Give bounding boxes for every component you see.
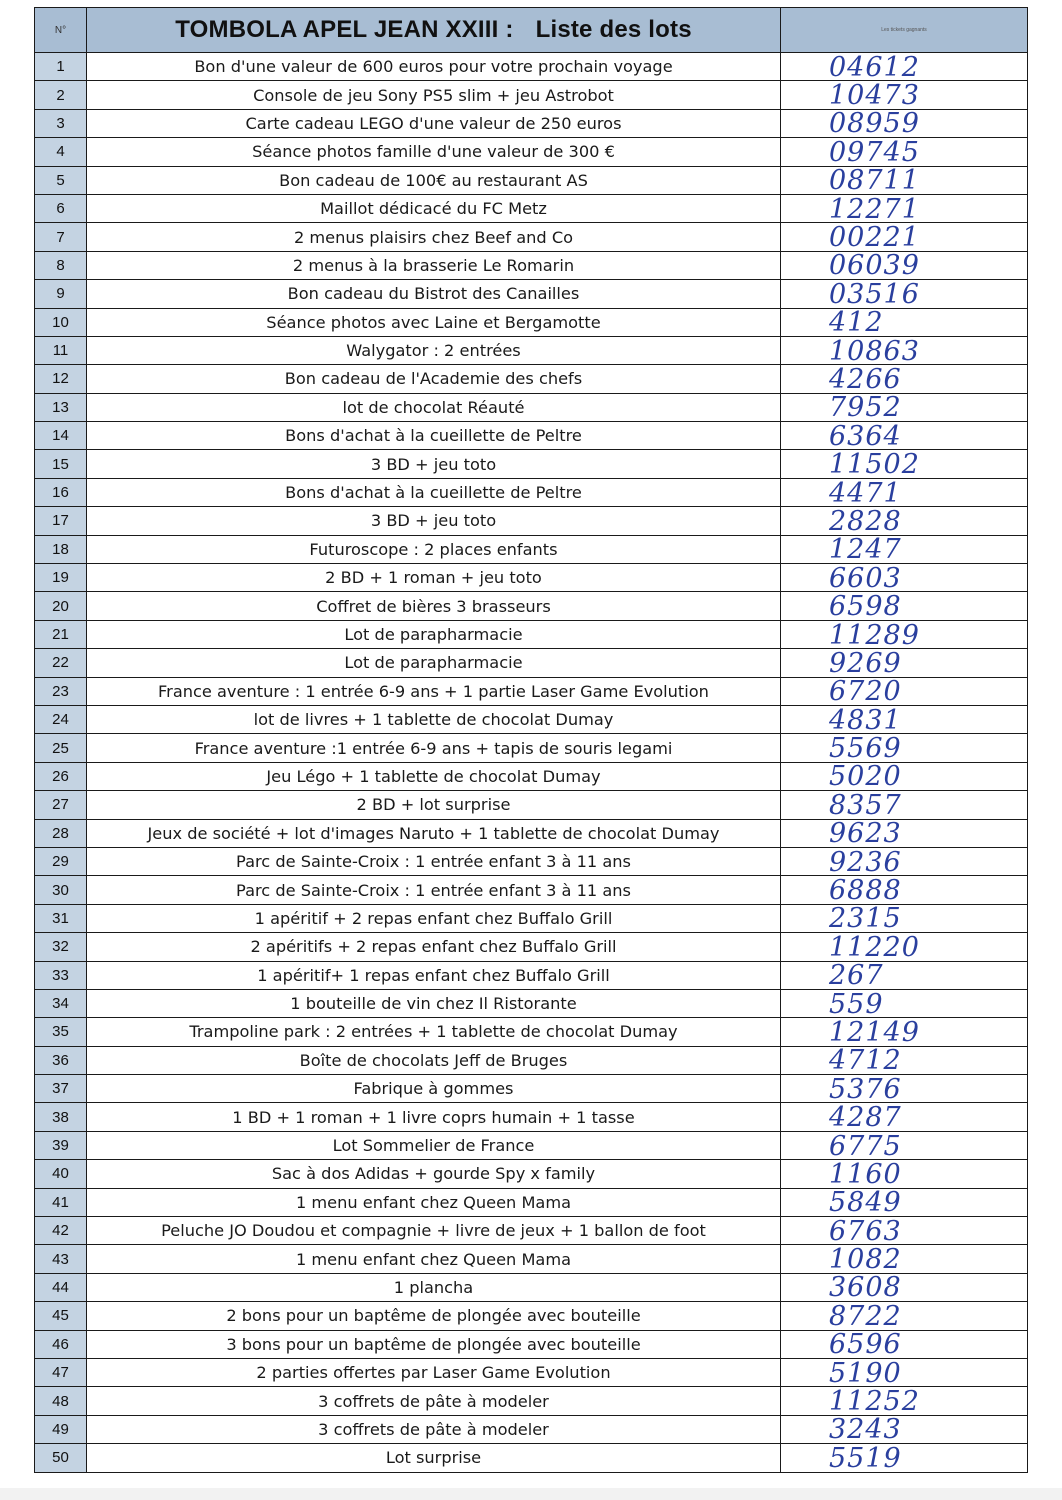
handwritten-ticket-number: 6775 [829, 1130, 902, 1162]
handwritten-ticket-number: 12149 [829, 1016, 920, 1048]
prize-description-cell: Bon d'une valeur de 600 euros pour votre prochain voyage [87, 53, 781, 81]
table-row [35, 791, 1028, 819]
prize-description-cell: 3 coffrets de pâte à modeler [87, 1387, 781, 1415]
handwritten-ticket-number: 11252 [829, 1386, 920, 1418]
table-row [35, 1075, 1028, 1103]
row-number-cell: 47 [35, 1358, 87, 1386]
prize-description-cell: 1 menu enfant chez Queen Mama [87, 1245, 781, 1273]
row-number-cell: 41 [35, 1188, 87, 1216]
handwritten-ticket-number: 1082 [829, 1244, 902, 1276]
prize-description-cell: Parc de Sainte-Croix : 1 entrée enfant 3 à 11 ans [87, 847, 781, 875]
table-row [35, 280, 1028, 308]
prize-description-cell: 1 plancha [87, 1273, 781, 1301]
prize-description-cell: 1 bouteille de vin chez Il Ristorante [87, 989, 781, 1017]
handwritten-ticket-number: 6603 [829, 562, 902, 594]
table-row [35, 478, 1028, 506]
page-title [87, 8, 781, 53]
handwritten-ticket-number: 6888 [829, 875, 902, 907]
row-number-cell: 13 [35, 393, 87, 421]
winning-ticket-cell [781, 761, 1028, 793]
title-text: TOMBOLA APEL JEAN XXIII : [175, 16, 514, 43]
table-row [35, 251, 1028, 279]
prize-description-cell: Coffret de bières 3 brasseurs [87, 592, 781, 620]
row-number-cell: 31 [35, 904, 87, 932]
prize-description-cell: 3 BD + jeu toto [87, 450, 781, 478]
winning-ticket-cell [781, 507, 1028, 535]
winning-ticket-cell [781, 1272, 1028, 1304]
winning-ticket-cell [781, 564, 1028, 592]
handwritten-ticket-number: 11502 [829, 449, 920, 481]
table-row [35, 819, 1028, 847]
table-row [35, 1245, 1028, 1273]
prize-description-cell: Bon cadeau du Bistrot des Canailles [87, 280, 781, 308]
winning-ticket-cell [781, 1018, 1028, 1046]
table-row [35, 876, 1028, 904]
prize-description-cell: Bons d'achat à la cueillette de Peltre [87, 478, 781, 506]
table-row [35, 564, 1028, 592]
row-number-cell: 16 [35, 478, 87, 506]
winning-ticket-cell [781, 591, 1028, 623]
winning-ticket-cell [781, 818, 1028, 850]
winning-ticket-cell [781, 1075, 1028, 1103]
table-row [35, 365, 1028, 393]
table-row [35, 507, 1028, 535]
row-number-cell: 32 [35, 933, 87, 961]
table-row [35, 961, 1028, 989]
handwritten-ticket-number: 5020 [829, 761, 902, 793]
table-row [35, 847, 1028, 875]
row-number-cell: 17 [35, 507, 87, 535]
prize-description-cell: Lot surprise [87, 1444, 781, 1472]
handwritten-ticket-number: 4831 [829, 704, 902, 736]
row-number-cell: 27 [35, 791, 87, 819]
winning-ticket-cell [781, 791, 1028, 819]
handwritten-ticket-number: 9236 [829, 846, 902, 878]
row-number-cell: 26 [35, 762, 87, 790]
handwritten-ticket-number: 5519 [829, 1442, 902, 1474]
prize-description-cell: Maillot dédicacé du FC Metz [87, 194, 781, 222]
prize-description-cell: Boîte de chocolats Jeff de Bruges [87, 1046, 781, 1074]
table-row [35, 1387, 1028, 1415]
row-number-cell: 25 [35, 734, 87, 762]
handwritten-ticket-number: 5376 [829, 1073, 902, 1105]
handwritten-ticket-number: 10863 [829, 335, 920, 367]
prize-description-cell: lot de chocolat Réauté [87, 393, 781, 421]
handwritten-ticket-number: 6763 [829, 1215, 902, 1247]
winning-ticket-cell [781, 307, 1028, 339]
prize-description-cell: France aventure : 1 entrée 6-9 ans + 1 partie Laser Game Evolution [87, 677, 781, 705]
prize-description-cell: Trampoline park : 2 entrées + 1 tablette de chocolat Dumay [87, 1018, 781, 1046]
winning-ticket-cell [781, 1414, 1028, 1446]
row-number-cell: 12 [35, 365, 87, 393]
winning-ticket-cell [781, 1130, 1028, 1162]
handwritten-ticket-number: 5849 [829, 1187, 902, 1219]
table-row [35, 649, 1028, 677]
prize-description-cell: 1 menu enfant chez Queen Mama [87, 1188, 781, 1216]
row-number-cell: 6 [35, 194, 87, 222]
winning-ticket-cell [781, 365, 1028, 393]
prize-rows [35, 53, 1028, 1473]
handwritten-ticket-number: 412 [829, 307, 884, 339]
handwritten-ticket-number: 11289 [829, 619, 920, 651]
winning-ticket-cell [781, 1329, 1028, 1361]
row-number-cell: 40 [35, 1160, 87, 1188]
winning-ticket-cell [781, 477, 1028, 509]
row-number-cell: 7 [35, 223, 87, 251]
winning-ticket-cell [781, 449, 1028, 481]
prize-description-cell: Lot de parapharmacie [87, 620, 781, 648]
table-row [35, 1415, 1028, 1443]
table-row [35, 109, 1028, 137]
table-row [35, 734, 1028, 762]
winning-ticket-cell [781, 335, 1028, 367]
handwritten-ticket-number: 559 [829, 988, 884, 1020]
winning-ticket-cell [781, 619, 1028, 651]
handwritten-ticket-number: 2315 [829, 903, 902, 935]
table-row [35, 1273, 1028, 1301]
handwritten-ticket-number: 6598 [829, 591, 902, 623]
prize-description-cell: 2 parties offertes par Laser Game Evolution [87, 1358, 781, 1386]
table-row [35, 989, 1028, 1017]
handwritten-ticket-number: 09745 [829, 136, 920, 168]
winning-ticket-cell [781, 1187, 1028, 1219]
prize-description-cell: lot de livres + 1 tablette de chocolat Dumay [87, 705, 781, 733]
header-row [35, 8, 1028, 53]
handwritten-ticket-number: 3608 [829, 1272, 902, 1304]
winning-ticket-cell [781, 649, 1028, 677]
row-number-cell: 8 [35, 251, 87, 279]
table-row [35, 904, 1028, 932]
table-row [35, 138, 1028, 166]
handwritten-ticket-number: 00221 [829, 222, 920, 254]
prize-description-cell: Lot de parapharmacie [87, 649, 781, 677]
row-number-cell: 3 [35, 109, 87, 137]
prize-description-cell: Fabrique à gommes [87, 1075, 781, 1103]
prize-description-cell: 1 apéritif+ 1 repas enfant chez Buffalo Grill [87, 961, 781, 989]
prize-description-cell: 2 BD + lot surprise [87, 791, 781, 819]
handwritten-ticket-number: 11220 [829, 931, 920, 963]
winning-ticket-cell [781, 1302, 1028, 1330]
number-column-header: N° [35, 8, 87, 53]
row-number-cell: 46 [35, 1330, 87, 1358]
handwritten-ticket-number: 4471 [829, 477, 902, 509]
winning-ticket-cell [781, 1444, 1028, 1472]
row-number-cell: 22 [35, 649, 87, 677]
prize-description-cell: Bons d'achat à la cueillette de Peltre [87, 422, 781, 450]
prize-description-cell: 3 coffrets de pâte à modeler [87, 1415, 781, 1443]
table-row [35, 1444, 1028, 1472]
table-row [35, 450, 1028, 478]
handwritten-ticket-number: 9623 [829, 818, 902, 850]
scan-edge [0, 1488, 1062, 1500]
row-number-cell: 37 [35, 1075, 87, 1103]
winning-ticket-cell [781, 988, 1028, 1020]
row-number-cell: 1 [35, 53, 87, 81]
winning-ticket-cell [781, 392, 1028, 424]
prize-description-cell: 1 apéritif + 2 repas enfant chez Buffalo Grill [87, 904, 781, 932]
prize-description-cell: 2 menus plaisirs chez Beef and Co [87, 223, 781, 251]
winning-ticket-cell [781, 422, 1028, 450]
row-number-cell: 49 [35, 1415, 87, 1443]
winning-ticket-cell [781, 165, 1028, 197]
table-row [35, 1131, 1028, 1159]
handwritten-ticket-number: 6720 [829, 676, 902, 708]
table-row [35, 81, 1028, 109]
row-number-cell: 24 [35, 705, 87, 733]
table-row [35, 223, 1028, 251]
row-number-cell: 36 [35, 1046, 87, 1074]
prize-description-cell: Carte cadeau LEGO d'une valeur de 250 euros [87, 109, 781, 137]
table-row [35, 1018, 1028, 1046]
winning-ticket-cell [781, 1160, 1028, 1188]
row-number-cell: 39 [35, 1131, 87, 1159]
winning-ticket-cell [781, 875, 1028, 907]
table-row [35, 1217, 1028, 1245]
handwritten-ticket-number: 4287 [829, 1102, 902, 1134]
row-number-cell: 9 [35, 280, 87, 308]
handwritten-ticket-number: 04612 [829, 51, 920, 83]
winning-ticket-cell [781, 1045, 1028, 1077]
handwritten-ticket-number: 6596 [829, 1329, 902, 1361]
table-row [35, 53, 1028, 81]
prize-description-cell: Parc de Sainte-Croix : 1 entrée enfant 3 à 11 ans [87, 876, 781, 904]
prize-description-cell: 1 BD + 1 roman + 1 livre coprs humain + 1 tasse [87, 1103, 781, 1131]
prize-description-cell: Lot Sommelier de France [87, 1131, 781, 1159]
winning-ticket-cell [781, 1217, 1028, 1245]
winning-ticket-cell [781, 733, 1028, 765]
table-row [35, 1188, 1028, 1216]
row-number-cell: 21 [35, 620, 87, 648]
handwritten-ticket-number: 5190 [829, 1357, 902, 1389]
row-number-cell: 42 [35, 1217, 87, 1245]
row-number-cell: 43 [35, 1245, 87, 1273]
winning-ticket-cell [781, 534, 1028, 566]
handwritten-ticket-number: 03516 [829, 278, 920, 310]
table-row [35, 1330, 1028, 1358]
handwritten-ticket-number: 6364 [829, 420, 902, 452]
table-row [35, 1160, 1028, 1188]
prize-description-cell: 2 apéritifs + 2 repas enfant chez Buffalo Grill [87, 933, 781, 961]
row-number-cell: 33 [35, 961, 87, 989]
winning-ticket-cell [781, 1102, 1028, 1134]
prize-description-cell: Sac à dos Adidas + gourde Spy x family [87, 1160, 781, 1188]
winning-ticket-cell [781, 138, 1028, 166]
winning-ticket-cell [781, 193, 1028, 225]
winning-ticket-cell [781, 676, 1028, 708]
handwritten-ticket-number: 267 [829, 960, 884, 992]
table-row [35, 1046, 1028, 1074]
handwritten-ticket-number: 10473 [829, 80, 920, 112]
table-row [35, 620, 1028, 648]
table-row [35, 592, 1028, 620]
handwritten-ticket-number: 8722 [829, 1300, 902, 1332]
table-row [35, 166, 1028, 194]
row-number-cell: 28 [35, 819, 87, 847]
table-row [35, 1358, 1028, 1386]
handwritten-ticket-number: 08711 [829, 165, 920, 197]
row-number-cell: 44 [35, 1273, 87, 1301]
row-number-cell: 48 [35, 1387, 87, 1415]
row-number-cell: 18 [35, 535, 87, 563]
table-row [35, 535, 1028, 563]
prize-description-cell: Walygator : 2 entrées [87, 336, 781, 364]
handwritten-ticket-number: 3243 [829, 1414, 902, 1446]
handwritten-ticket-number: 12271 [829, 193, 920, 225]
prize-description-cell: Séance photos avec Laine et Bergamotte [87, 308, 781, 336]
table-row [35, 677, 1028, 705]
row-number-cell: 20 [35, 592, 87, 620]
prize-description-cell: Bon cadeau de l'Academie des chefs [87, 365, 781, 393]
row-number-cell: 23 [35, 677, 87, 705]
winning-ticket-cell [781, 280, 1028, 308]
winning-ticket-cell [781, 250, 1028, 282]
row-number-cell: 34 [35, 989, 87, 1017]
handwritten-ticket-number: 7952 [829, 392, 902, 424]
row-number-cell: 30 [35, 876, 87, 904]
winners-column-header: Les tickets gagnants [781, 8, 1028, 53]
prize-description-cell: France aventure :1 entrée 6-9 ans + tapis de souris legami [87, 734, 781, 762]
row-number-cell: 10 [35, 308, 87, 336]
prize-description-cell: 3 bons pour un baptême de plongée avec bouteille [87, 1330, 781, 1358]
row-number-cell: 38 [35, 1103, 87, 1131]
handwritten-ticket-number: 9269 [829, 647, 902, 679]
handwritten-ticket-number: 5569 [829, 733, 902, 765]
subtitle-text: Liste des lots [535, 16, 692, 43]
winning-ticket-cell [781, 53, 1028, 81]
handwritten-ticket-number: 2828 [829, 505, 902, 537]
prize-description-cell: Séance photos famille d'une valeur de 300 € [87, 138, 781, 166]
winning-ticket-cell [781, 704, 1028, 736]
handwritten-ticket-number: 8357 [829, 789, 902, 821]
winning-ticket-cell [781, 108, 1028, 140]
winning-ticket-cell [781, 846, 1028, 878]
prize-description-cell: 2 bons pour un baptême de plongée avec bouteille [87, 1302, 781, 1330]
prize-description-cell: Jeux de société + lot d'images Naruto + 1 tablette de chocolat Dumay [87, 819, 781, 847]
table-row [35, 933, 1028, 961]
table-row [35, 762, 1028, 790]
row-number-cell: 5 [35, 166, 87, 194]
row-number-cell: 11 [35, 336, 87, 364]
row-number-cell: 19 [35, 564, 87, 592]
table-row [35, 1302, 1028, 1330]
winning-ticket-cell [781, 80, 1028, 112]
table-row [35, 194, 1028, 222]
winning-ticket-cell [781, 1357, 1028, 1389]
table-row [35, 308, 1028, 336]
prize-description-cell: 3 BD + jeu toto [87, 507, 781, 535]
prize-description-cell: Futuroscope : 2 places enfants [87, 535, 781, 563]
prize-description-cell: Jeu Légo + 1 tablette de chocolat Dumay [87, 762, 781, 790]
prize-list-sheet [34, 7, 1027, 1473]
table-row [35, 1103, 1028, 1131]
prize-table [34, 7, 1028, 1473]
handwritten-ticket-number: 06039 [829, 250, 920, 282]
row-number-cell: 50 [35, 1444, 87, 1472]
handwritten-ticket-number: 4712 [829, 1045, 902, 1077]
handwritten-ticket-number: 08959 [829, 108, 920, 140]
row-number-cell: 29 [35, 847, 87, 875]
table-row [35, 393, 1028, 421]
table-row [35, 336, 1028, 364]
row-number-cell: 4 [35, 138, 87, 166]
winning-ticket-cell [781, 222, 1028, 254]
handwritten-ticket-number: 1247 [829, 534, 902, 566]
winning-ticket-cell [781, 903, 1028, 935]
table-row [35, 422, 1028, 450]
handwritten-ticket-number: 1160 [829, 1158, 902, 1190]
prize-description-cell: Console de jeu Sony PS5 slim + jeu Astrobot [87, 81, 781, 109]
prize-description-cell: Bon cadeau de 100€ au restaurant AS [87, 166, 781, 194]
winning-ticket-cell [781, 1386, 1028, 1418]
row-number-cell: 45 [35, 1302, 87, 1330]
prize-description-cell: 2 menus à la brasserie Le Romarin [87, 251, 781, 279]
row-number-cell: 14 [35, 422, 87, 450]
row-number-cell: 2 [35, 81, 87, 109]
prize-description-cell: 2 BD + 1 roman + jeu toto [87, 564, 781, 592]
table-row [35, 705, 1028, 733]
winning-ticket-cell [781, 960, 1028, 992]
row-number-cell: 15 [35, 450, 87, 478]
handwritten-ticket-number: 4266 [829, 363, 902, 395]
winning-ticket-cell [781, 933, 1028, 961]
prize-description-cell: Peluche JO Doudou et compagnie + livre de jeux + 1 ballon de foot [87, 1217, 781, 1245]
row-number-cell: 35 [35, 1018, 87, 1046]
winning-ticket-cell [781, 1244, 1028, 1276]
